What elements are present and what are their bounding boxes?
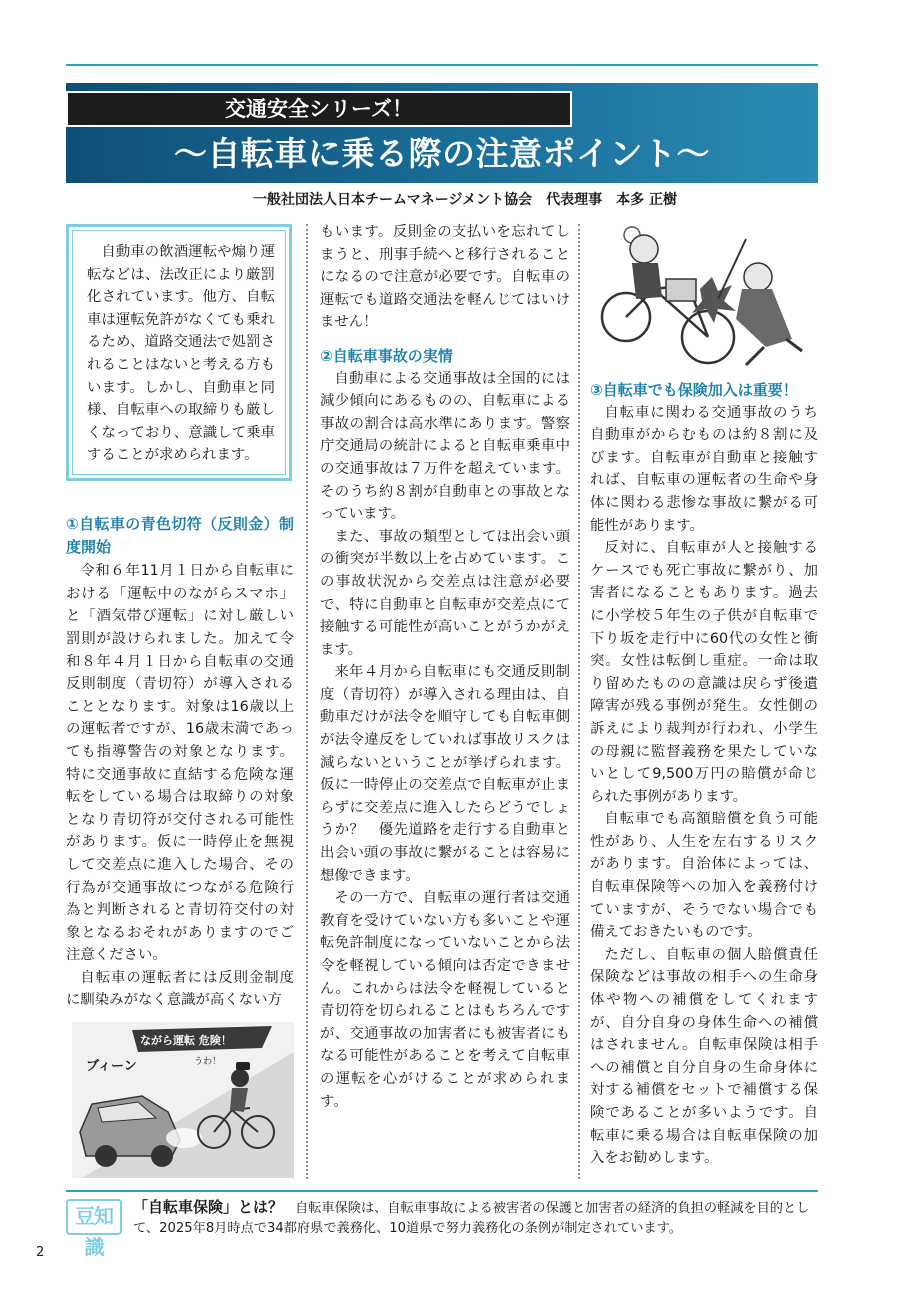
- pedestrian-head: [744, 263, 772, 291]
- footer-rule: [66, 1190, 818, 1192]
- page-number: 2: [36, 1245, 45, 1260]
- section1-paragraph: 令和６年11月１日から自転車における「運転中のながらスマホ」と「酒気帯び運転」に対し厳しい罰則が設けられました。加えて令和８年４月１日から自転車の交通反則制度（青切符）が導入されることとなります。対象は16歳以上の運転者ですが、16歳未満であっても指導警告の対象となります。特に交通事故に直結する危険な運転をしている場合は取締りの対象となり青切符が交付される可能性があります。仮に一時停止を無視して交差点に進入した場合、その行為が交通事故につながる危険行為と判断されると青切符交付の対象となるおそれがありますのでご注意ください。: [66, 563, 294, 964]
- phone-icon: [236, 1062, 250, 1070]
- rider-head: [630, 235, 658, 263]
- footer-note: [133, 1197, 819, 1239]
- author-line: 一般社団法人日本チームマネージメント協会 代表理事 本多 正樹: [253, 192, 677, 208]
- engine-sound-text: ブィーン: [86, 1059, 137, 1074]
- trivia-badge: 豆知識: [66, 1199, 122, 1235]
- column2-continuation: もいます。反則金の支払いを忘れてしまうと、刑事手続へと移行されることになるので注意が必要です。自転車の運転でも道路交通法を軽んじてはいけません！: [320, 224, 570, 331]
- section2-paragraph: その一方で、自転車の運行者は交通教育を受けていない方も多いことや運転免許制度になっていないことから法令を軽視している傾向は否定できません。これからは法令を軽視していると青切符を切られることはもちろんですが、交通事故の加害者にも被害者にもなる可能性があることを考えて自転車の運転を心がけることが求められます。: [320, 890, 570, 1110]
- section1-paragraph: 自転車の運転者には反則金制度に馴染みがなく意識が高くない方: [66, 969, 294, 1009]
- intro-text: 自動車の飲酒運転や煽り運転などは、法改正により厳罰化されています。他方、自転車は運転免許がなくても乗れるため、道路交通法で処罰されることはないと考える方もいます。しかし、自動車と同様、自転車への取締りも厳しくなっており、意識して乗車することが求められます。: [87, 244, 275, 464]
- intro-inner: [72, 230, 286, 475]
- column-divider: [578, 224, 580, 1179]
- section3-paragraph: 自転車でも高額賠償を負う可能性があり、人生を左右するリスクがあります。自治体によっては、自転車保険等への加入を義務付けていますが、そうでない場合でも備えておきたいものです。: [590, 811, 818, 941]
- section2-paragraph: 自動車による交通事故は全国的には減少傾向にあるものの、自転車による事故の割合は高水準にあります。警察庁交通局の統計によると自転車乗車中の交通事故は７万件を超えています。そのうち約８割が自動車との事故となっています。: [320, 370, 570, 523]
- footer-lead: 「自転車保険」とは？: [133, 1198, 284, 1216]
- footer-body: 自転車保険は、自転車事故による被害者の保護と加害者の経済的負担の軽減を目的として、2025年8月時点で34都府県で義務化、10道県で努力義務化の条例が制定されています。: [133, 1201, 810, 1236]
- section1-column: [66, 513, 294, 1012]
- section1-heading: ①自転車の青色切符（反則金）制度開始: [66, 515, 294, 556]
- basket: [666, 279, 696, 301]
- cyclist-head: [231, 1069, 249, 1087]
- series-label: 交通安全シリーズ！: [66, 91, 572, 127]
- section2-heading: ②自転車事故の実情: [320, 346, 453, 365]
- rider-body: [632, 263, 662, 299]
- bike-car-illustration: [72, 1022, 294, 1178]
- top-rule: [66, 64, 818, 66]
- section3-heading: ③自転車でも保険加入は重要！: [590, 381, 798, 399]
- section2-paragraph: また、事故の類型としては出会い頭の衝突が半数以上を占めています。この事故状況から交差点は注意が必要で、特に自動車と自転車が交差点にて接触する可能性が高いことがうかがえます。: [320, 528, 570, 658]
- section3-column: [590, 379, 818, 1170]
- cane: [718, 239, 746, 299]
- intro-box: [66, 224, 292, 481]
- column-divider: [306, 224, 308, 1179]
- pedestrian-body: [736, 289, 792, 347]
- section2-paragraph: 来年４月から自転車にも交通反則制度（青切符）が導入される理由は、自動車だけが法令を順守しても自転車側が法令違反をしていれば事故リスクは減らないということが挙げられます。仮に一時停止の交差点で自転車が止まらずに交差点に進入したらどうでしょうか？ 優先道路を走行する自動車と出会い頭の事故に繋がることは容易に想像できます。: [320, 664, 570, 884]
- bike-pedestrian-illustration: [596, 219, 806, 377]
- impact-burst: [692, 277, 736, 323]
- headlight-glow: [166, 1128, 202, 1148]
- page-title: 〜自転車に乗る際の注意ポイント〜: [174, 134, 710, 173]
- section3-paragraph: 反対に、自転車が人と接触するケースでも死亡事故に繋がり、加害者になることもあります。過去に小学校５年生の子供が自転車で下り坂を走行中に60代の女性と衝突。女性は転倒し重症。一命は取り留めたものの意識は戻らず後遺障害が残る事例が発生。女性側の訴えにより裁判が行われ、小学生の母親に監督義務を果たしていないとして9,500万円の賠償が命じられた事例があります。: [590, 540, 818, 805]
- sign-text: ながら運転 危険！: [140, 1034, 232, 1047]
- section3-paragraph: 自転車に関わる交通事故のうち自動車がからむものは約８割に及びます。自転車が自動車と接触すれば、自転車の運転者の生命や身体に関わる悲惨な事故に繋がる可能性があります。: [590, 404, 818, 534]
- car-wheel: [95, 1145, 117, 1167]
- section2-column: [320, 221, 570, 1113]
- shout-text: うわ！: [194, 1057, 222, 1067]
- car-wheel: [151, 1145, 173, 1167]
- section3-paragraph: ただし、自転車の個人賠償責任保険などは事故の相手への生命身体や物への補償をしてくれますが、自分自身の身体生命への補償はされません。自転車保険は相手への補償と自分自身の生命身体に対する補償をセットで補償する保険であることが多いようです。自転車に乗る場合は自転車保険の加入をお勧めします。: [590, 946, 818, 1167]
